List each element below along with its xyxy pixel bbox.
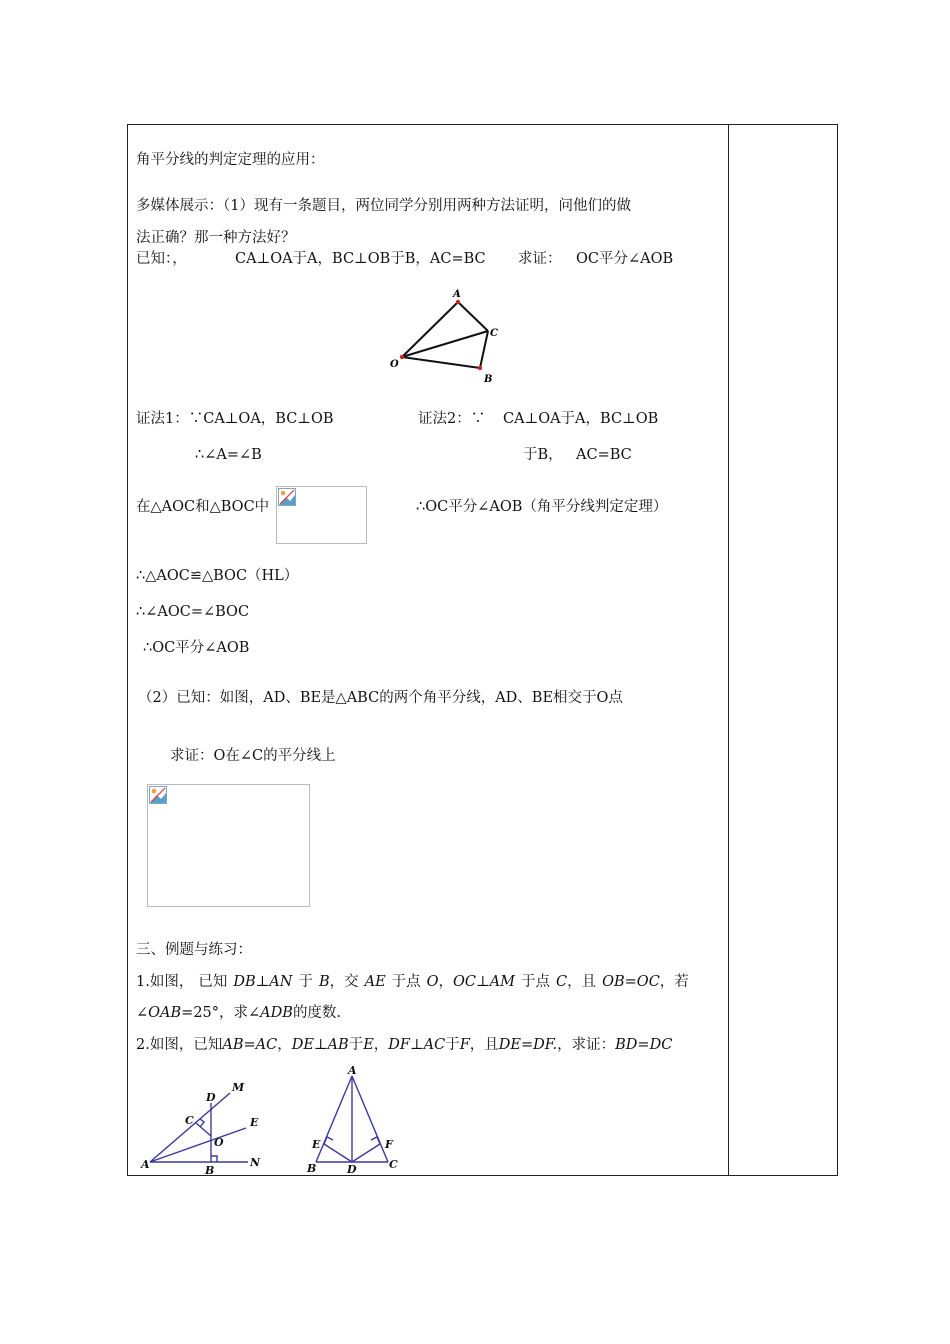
proof1-line5: ∴∠AOC=∠BOC (136, 604, 250, 620)
fig3-label-m: M (232, 1081, 245, 1094)
image-placeholder-2 (147, 784, 310, 907)
figure-exercise-2 (300, 1062, 410, 1176)
given-1: 已知：， (136, 251, 187, 267)
proof1-line1: 证法1：∵CA⊥OA，BC⊥OB (136, 411, 334, 427)
underline-2 (405, 1175, 445, 1176)
fig3-label-c: C (185, 1114, 194, 1127)
fig4-label-b: B (307, 1162, 317, 1175)
fig1-label-a: A (453, 289, 461, 300)
fig4-label-d: D (347, 1163, 357, 1176)
proof1-line2: ∴∠A=∠B (195, 447, 262, 463)
fig1-label-b: B (484, 374, 493, 385)
fig4-label-f: F (385, 1138, 393, 1151)
fig4-label-e: E (312, 1138, 321, 1151)
given-1-condition: CA⊥OA于A，BC⊥OB于B，AC=BC (235, 251, 486, 267)
image-placeholder (276, 486, 367, 544)
problem-2: （2）已知：如图，AD、BE是△ABC的两个角平分线，AD、BE相交于O点 (138, 690, 623, 706)
figure-angle-aob (385, 285, 505, 387)
section-title: 角平分线的判定定理的应用： (136, 152, 325, 168)
section-3-title: 三、例题与练习： (136, 942, 252, 958)
fig3-label-e: E (250, 1116, 259, 1129)
broken-image-icon (278, 488, 296, 506)
proof2-line1: 证法2：∵ (418, 411, 486, 427)
prove-1-label: 求证： (518, 251, 562, 267)
proof1-line3: 在△AOC和△BOC中 (136, 499, 270, 515)
problem-2-prove: 求证：O在∠C的平分线上 (170, 748, 336, 764)
exercise-1-line2: ∠OAB=25°，求∠ADB的度数. (136, 1005, 342, 1021)
fig3-label-d: D (206, 1091, 216, 1104)
proof2-line2b: AC=BC (576, 447, 632, 463)
proof2-line1b: CA⊥OA于A，BC⊥OB (503, 411, 659, 427)
fig4-label-c: C (389, 1158, 398, 1171)
proof1-line6: ∴OC平分∠AOB (143, 640, 250, 656)
prove-1-statement: OC平分∠AOB (576, 251, 674, 267)
fig3-label-o: O (214, 1136, 224, 1149)
fig3-label-n: N (250, 1156, 261, 1169)
fig1-label-o: O (390, 359, 399, 370)
proof2-line2: 于B， (523, 447, 563, 463)
figure-exercise-1 (138, 1076, 268, 1176)
media-intro: 多媒体展示：（1）现有一条题目，两位同学分别用两种方法证明，问他们的做 (136, 198, 631, 214)
fig4-label-a: A (348, 1064, 357, 1077)
column-divider (728, 124, 729, 1176)
exercise-1-line1: 1.如图， 已知 DB⊥AN 于 B，交 AE 于点 O，OC⊥AM 于点 C，且 OB=OC，若 (136, 974, 689, 990)
fig3-label-b: B (205, 1164, 215, 1176)
media-intro-2: 法正确？那一种方法好？ (136, 230, 296, 246)
proof2-line3: ∴OC平分∠AOB（角平分线判定定理） (416, 499, 668, 515)
exercise-2: 2.如图，已知AB=AC，DE⊥AB于E，DF⊥AC于F，且DE=DF.，求证：BD=DC (136, 1037, 673, 1053)
proof1-line4: ∴△AOC≌△BOC（HL） (136, 568, 299, 584)
broken-image-icon (149, 786, 167, 804)
fig3-label-a: A (141, 1158, 150, 1171)
fig1-label-c: C (490, 328, 498, 339)
underline-1 (268, 1175, 298, 1176)
